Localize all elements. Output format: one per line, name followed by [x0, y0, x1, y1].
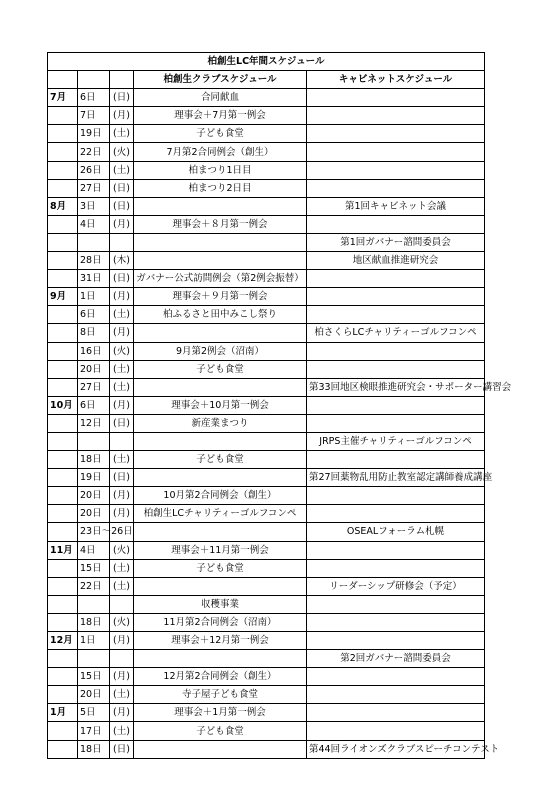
month-cell: [48, 559, 78, 577]
cabinet-event-cell: [307, 107, 485, 125]
cabinet-event-cell: [307, 505, 485, 523]
month-cell: [48, 487, 78, 505]
dow-cell: (土): [110, 360, 134, 378]
table-row: [48, 650, 485, 668]
cabinet-event-cell: [307, 396, 485, 414]
club-event-cell: 理事会＋7月第一例会: [134, 107, 307, 125]
dow-cell: (月): [110, 487, 134, 505]
day-cell: 27日: [78, 378, 110, 396]
club-event-cell: ガバナー公式訪問例会（第2例会振替）: [134, 270, 307, 288]
cabinet-event-cell: OSEALフォーラム札幌: [307, 523, 485, 541]
cabinet-event-cell: 地区献血推進研究会: [307, 252, 485, 270]
month-cell: 10月: [48, 396, 78, 414]
club-event-cell: 理事会＋８月第一例会: [134, 215, 307, 233]
month-cell: [48, 722, 78, 740]
table-row: [48, 704, 485, 722]
month-cell: [48, 270, 78, 288]
club-event-cell: 収穫事業: [134, 595, 307, 613]
club-event-cell: 子ども食堂: [134, 559, 307, 577]
table-row: [48, 487, 485, 505]
table-row: [48, 89, 485, 107]
cabinet-event-cell: [307, 288, 485, 306]
cabinet-event-cell: [307, 595, 485, 613]
table-row: [48, 559, 485, 577]
cabinet-event-cell: [307, 414, 485, 432]
header-club: 柏創生クラブスケジュール: [134, 71, 307, 89]
club-event-cell: 7月第2合同例会（創生）: [134, 143, 307, 161]
day-cell: 31日: [78, 270, 110, 288]
dow-cell: (月): [110, 215, 134, 233]
day-cell: 7日: [78, 107, 110, 125]
club-event-cell: 子ども食堂: [134, 722, 307, 740]
dow-cell: (土): [110, 451, 134, 469]
table-row: [48, 505, 485, 523]
month-cell: [48, 306, 78, 324]
month-cell: [48, 342, 78, 360]
table-row: [48, 668, 485, 686]
day-cell: 19日: [78, 469, 110, 487]
dow-cell: (月): [110, 396, 134, 414]
club-event-cell: 子ども食堂: [134, 451, 307, 469]
month-cell: [48, 505, 78, 523]
cabinet-event-cell: [307, 179, 485, 197]
cabinet-event-cell: [307, 668, 485, 686]
dow-cell: (月): [110, 505, 134, 523]
month-cell: 7月: [48, 89, 78, 107]
day-cell: 18日: [78, 451, 110, 469]
club-event-cell: 柏創生LCチャリティーゴルフコンペ: [134, 505, 307, 523]
month-cell: 11月: [48, 541, 78, 559]
club-event-cell: 理事会＋1月第一例会: [134, 704, 307, 722]
header-cabinet: キャビネットスケジュール: [307, 71, 485, 89]
day-cell: [78, 650, 110, 668]
cabinet-event-cell: [307, 613, 485, 631]
dow-cell: (月): [110, 632, 134, 650]
dow-cell: (日): [110, 179, 134, 197]
month-cell: [48, 523, 78, 541]
month-cell: [48, 414, 78, 432]
month-cell: [48, 740, 78, 758]
cabinet-event-cell: [307, 487, 485, 505]
dow-cell: (土): [110, 378, 134, 396]
day-cell: 18日: [78, 613, 110, 631]
dow-cell: (月): [110, 107, 134, 125]
day-cell: 20日: [78, 505, 110, 523]
month-cell: 9月: [48, 288, 78, 306]
day-cell: 20日: [78, 487, 110, 505]
table-row: [48, 632, 485, 650]
cabinet-event-cell: [307, 704, 485, 722]
header-row: [48, 71, 485, 89]
month-cell: [48, 252, 78, 270]
club-event-cell: [134, 650, 307, 668]
dow-cell: [110, 233, 134, 251]
table-row: [48, 469, 485, 487]
club-event-cell: 10月第2合同例会（創生）: [134, 487, 307, 505]
table-row: [48, 107, 485, 125]
club-event-cell: [134, 577, 307, 595]
club-event-cell: 理事会＋10月第一例会: [134, 396, 307, 414]
dow-cell: (土): [110, 559, 134, 577]
table-row: [48, 143, 485, 161]
club-event-cell: 理事会＋11月第一例会: [134, 541, 307, 559]
cabinet-event-cell: 第1回ガバナー諮問委員会: [307, 233, 485, 251]
dow-cell: [110, 432, 134, 450]
month-cell: [48, 324, 78, 342]
month-cell: [48, 613, 78, 631]
table-row: [48, 613, 485, 631]
month-cell: [48, 161, 78, 179]
club-event-cell: 子ども食堂: [134, 125, 307, 143]
club-event-cell: [134, 233, 307, 251]
day-cell: 1日: [78, 288, 110, 306]
schedule-title: 柏創生LC年間スケジュール: [48, 53, 485, 71]
month-cell: [48, 179, 78, 197]
month-cell: [48, 650, 78, 668]
header-dow: [110, 71, 134, 89]
day-cell: 17日: [78, 722, 110, 740]
day-cell: 15日: [78, 559, 110, 577]
month-cell: 12月: [48, 632, 78, 650]
club-event-cell: 理事会＋９月第一例会: [134, 288, 307, 306]
club-event-cell: 理事会＋12月第一例会: [134, 632, 307, 650]
day-cell: [78, 233, 110, 251]
table-row: [48, 595, 485, 613]
table-row: [48, 125, 485, 143]
cabinet-event-cell: [307, 632, 485, 650]
cabinet-event-cell: [307, 143, 485, 161]
table-row: [48, 396, 485, 414]
cabinet-event-cell: [307, 686, 485, 704]
month-cell: [48, 143, 78, 161]
day-cell: 28日: [78, 252, 110, 270]
club-event-cell: 11月第2合同例会（沼南）: [134, 613, 307, 631]
dow-cell: (土): [110, 722, 134, 740]
day-cell: 20日: [78, 686, 110, 704]
table-row: [48, 233, 485, 251]
month-cell: 1月: [48, 704, 78, 722]
table-row: [48, 740, 485, 758]
day-cell: 4日: [78, 215, 110, 233]
dow-cell: (土): [110, 577, 134, 595]
dow-cell: (日): [110, 197, 134, 215]
cabinet-event-cell: 第27回薬物乱用防止教室認定講師養成講座: [307, 469, 485, 487]
cabinet-event-cell: [307, 270, 485, 288]
day-cell: [78, 595, 110, 613]
dow-cell: (火): [110, 541, 134, 559]
day-cell: 23日～26日: [78, 523, 110, 541]
club-event-cell: [134, 252, 307, 270]
day-cell: 1日: [78, 632, 110, 650]
table-row: [48, 215, 485, 233]
dow-cell: (火): [110, 143, 134, 161]
day-cell: 20日: [78, 360, 110, 378]
cabinet-event-cell: [307, 541, 485, 559]
day-cell: 5日: [78, 704, 110, 722]
dow-cell: (日): [110, 270, 134, 288]
table-row: [48, 686, 485, 704]
cabinet-event-cell: 第2回ガバナー諮問委員会: [307, 650, 485, 668]
table-row: [48, 161, 485, 179]
cabinet-event-cell: [307, 342, 485, 360]
dow-cell: (日): [110, 414, 134, 432]
cabinet-event-cell: JRPS主催チャリティーゴルフコンペ: [307, 432, 485, 450]
month-cell: [48, 686, 78, 704]
month-cell: [48, 233, 78, 251]
table-row: [48, 414, 485, 432]
club-event-cell: [134, 740, 307, 758]
table-row: [48, 197, 485, 215]
club-event-cell: [134, 197, 307, 215]
title-row: [48, 53, 485, 71]
month-cell: [48, 378, 78, 396]
day-cell: 19日: [78, 125, 110, 143]
cabinet-event-cell: [307, 125, 485, 143]
month-cell: [48, 595, 78, 613]
day-cell: 3日: [78, 197, 110, 215]
cabinet-event-cell: [307, 451, 485, 469]
cabinet-event-cell: [307, 360, 485, 378]
cabinet-event-cell: [307, 306, 485, 324]
day-cell: 15日: [78, 668, 110, 686]
header-month: [48, 71, 78, 89]
month-cell: [48, 215, 78, 233]
club-event-cell: [134, 324, 307, 342]
month-cell: [48, 577, 78, 595]
dow-cell: (月): [110, 288, 134, 306]
month-cell: [48, 107, 78, 125]
cabinet-event-cell: 第33回地区検眼推進研究会・サポーター講習会: [307, 378, 485, 396]
day-cell: 12日: [78, 414, 110, 432]
month-cell: [48, 125, 78, 143]
day-cell: 22日: [78, 577, 110, 595]
dow-cell: (日): [110, 469, 134, 487]
cabinet-event-cell: [307, 722, 485, 740]
club-event-cell: 柏ふるさと田中みこし祭り: [134, 306, 307, 324]
cabinet-event-cell: 第1回キャビネット会議: [307, 197, 485, 215]
table-row: [48, 378, 485, 396]
table-row: [48, 451, 485, 469]
month-cell: 8月: [48, 197, 78, 215]
club-event-cell: 子ども食堂: [134, 360, 307, 378]
day-cell: 6日: [78, 89, 110, 107]
schedule-table: [47, 52, 512, 759]
dow-cell: (日): [110, 89, 134, 107]
dow-cell: (月): [110, 668, 134, 686]
cabinet-event-cell: 柏さくらLCチャリティーゴルフコンペ: [307, 324, 485, 342]
day-cell: 8日: [78, 324, 110, 342]
club-event-cell: 柏まつり2日目: [134, 179, 307, 197]
month-cell: [48, 432, 78, 450]
dow-cell: (土): [110, 161, 134, 179]
day-cell: 18日: [78, 740, 110, 758]
club-event-cell: 柏まつり1日目: [134, 161, 307, 179]
day-cell: 6日: [78, 396, 110, 414]
cabinet-event-cell: [307, 215, 485, 233]
table-row: [48, 360, 485, 378]
day-cell: 26日: [78, 161, 110, 179]
cabinet-event-cell: リーダーシップ研修会（予定）: [307, 577, 485, 595]
club-event-cell: 9月第2例会（沼南）: [134, 342, 307, 360]
table-row: [48, 179, 485, 197]
month-cell: [48, 469, 78, 487]
club-event-cell: [134, 469, 307, 487]
table-row: [48, 342, 485, 360]
schedule-body: [48, 53, 512, 759]
dow-cell: (土): [110, 306, 134, 324]
table-row: [48, 541, 485, 559]
table-row: [48, 306, 485, 324]
day-cell: 27日: [78, 179, 110, 197]
table-row: [48, 270, 485, 288]
table-row: [48, 722, 485, 740]
dow-cell: (日): [110, 740, 134, 758]
dow-cell: [110, 650, 134, 668]
cabinet-event-cell: [307, 161, 485, 179]
club-event-cell: [134, 432, 307, 450]
table-row: [48, 577, 485, 595]
table-row: [48, 252, 485, 270]
dow-cell: (火): [110, 613, 134, 631]
table-row: [48, 324, 485, 342]
club-event-cell: [134, 378, 307, 396]
cabinet-event-cell: [307, 89, 485, 107]
dow-cell: (木): [110, 252, 134, 270]
dow-cell: (月): [110, 704, 134, 722]
dow-cell: (月): [110, 324, 134, 342]
month-cell: [48, 668, 78, 686]
dow-cell: (火): [110, 342, 134, 360]
club-event-cell: 合同献血: [134, 89, 307, 107]
dow-cell: (土): [110, 125, 134, 143]
dow-cell: (土): [110, 686, 134, 704]
cabinet-event-cell: [307, 559, 485, 577]
day-cell: 16日: [78, 342, 110, 360]
header-day: [78, 71, 110, 89]
dow-cell: [110, 595, 134, 613]
day-cell: 4日: [78, 541, 110, 559]
day-cell: 22日: [78, 143, 110, 161]
day-cell: [78, 432, 110, 450]
day-cell: 6日: [78, 306, 110, 324]
table-row: [48, 432, 485, 450]
club-event-cell: [134, 523, 307, 541]
table-row: [48, 523, 485, 541]
cabinet-event-cell: 第44回ライオンズクラブスピーチコンテスト: [307, 740, 485, 758]
table-row: [48, 288, 485, 306]
month-cell: [48, 360, 78, 378]
club-event-cell: 12月第2合同例会（創生）: [134, 668, 307, 686]
club-event-cell: 新産業まつり: [134, 414, 307, 432]
club-event-cell: 寺子屋子ども食堂: [134, 686, 307, 704]
month-cell: [48, 451, 78, 469]
